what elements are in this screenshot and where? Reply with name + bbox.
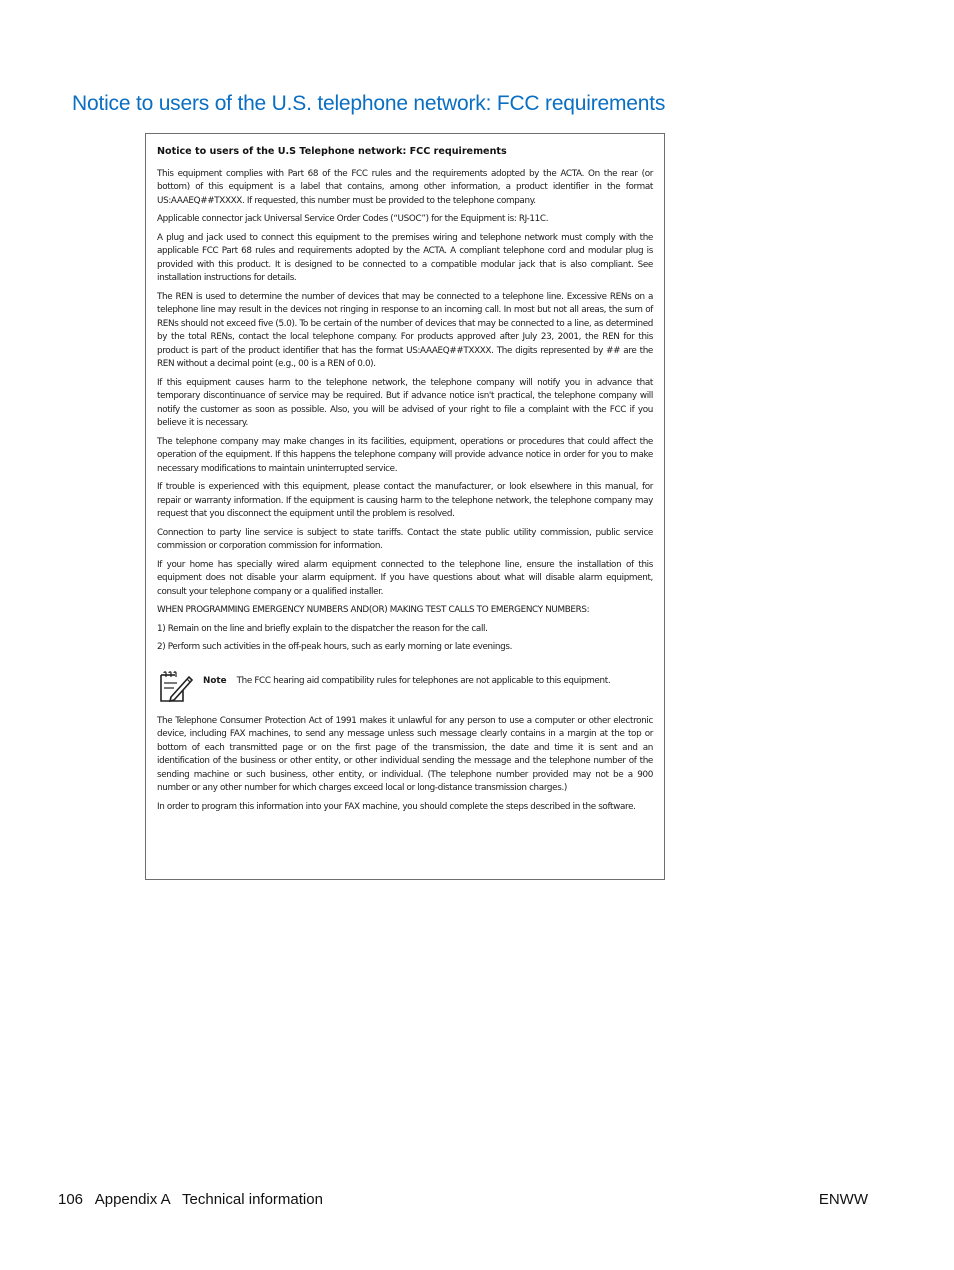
notice-paragraph: Connection to party line service is subject to state tariffs. Contact the state public utility commission, public service commission or corporation commission for information. bbox=[157, 527, 653, 551]
note-text-block bbox=[203, 671, 653, 689]
notice-paragraph: The REN is used to determine the number of devices that may be connected to a telephone line. Excessive RENs on a telephone line may result in the devices not ringing in response to an incoming call. In most but not all areas, the sum of RENs should not exceed five (5.0). To be certain of the number of devices that may be connected to a line, as determined by the total RENs, contact the local telephone company. For products approved after July 23, 2001, the REN for this product is part of the product identifier that has the format US:AAAEQ##TXXXX. The digits represented by ## are the REN without a decimal point (e.g., 00 is a REN of 0.0). bbox=[157, 291, 653, 369]
note-body: The FCC hearing aid compatibility rules for telephones are not applicable to this equipment. bbox=[236, 675, 611, 686]
note-callout bbox=[157, 671, 653, 705]
notice-paragraph: The Telephone Consumer Protection Act of 1991 makes it unlawful for any person to use a computer or other electronic device, including FAX machines, to send any message unless such message clearly contains in a margin at the top or bottom of each transmitted page or on the first page of the transmission, the date and time it is sent and an identification of the business or other entity, or other individual sending the message and the telephone number of the sending machine or such business, other entity, or individual. (The telephone number provided may not be a 900 number or any other number for which charges exceed local or long-distance transmission charges.) bbox=[157, 715, 653, 793]
emergency-step-1: 1) Remain on the line and briefly explain to the dispatcher the reason for the call. bbox=[157, 623, 488, 634]
notice-paragraph: In order to program this information into your FAX machine, you should complete the steps described in the software. bbox=[157, 801, 636, 812]
note-pencil-icon bbox=[157, 671, 195, 705]
page-number: 106 bbox=[58, 1191, 84, 1208]
note-label: Note bbox=[203, 675, 227, 686]
footer-locale-code: ENWW bbox=[818, 1191, 868, 1208]
notice-paragraph: The telephone company may make changes in its facilities, equipment, operations or procedures that could affect the operation of the equipment. If this happens the telephone company will provide advance notice in order for you to make necessary modifications to maintain uninterrupted service. bbox=[157, 436, 653, 474]
footer-section: Appendix A bbox=[94, 1191, 170, 1208]
notice-paragraph: Applicable connector jack Universal Service Order Codes (“USOC”) for the Equipment is: RJ-11C. bbox=[157, 214, 549, 224]
notice-paragraph: This equipment complies with Part 68 of the FCC rules and the requirements adopted by the ACTA. On the rear (or bottom) of this equipment is a label that contains, among other information, a product identifier in the format US:AAAEQ##TXXXX. If requested, this number must be provided to the telephone company. bbox=[157, 168, 653, 206]
page-footer bbox=[58, 1191, 868, 1208]
footer-left bbox=[58, 1191, 323, 1208]
emergency-numbers-heading: WHEN PROGRAMMING EMERGENCY NUMBERS AND(OR) MAKING TEST CALLS TO EMERGENCY NUMBERS: bbox=[157, 605, 590, 615]
notice-paragraph: If your home has specially wired alarm equipment connected to the telephone line, ensure the installation of this equipment does not disable your alarm equipment. If you have questions about what will disable alarm equipment, consult your telephone company or a qualified installer. bbox=[157, 559, 653, 597]
page-title: Notice to users of the U.S. telephone network: FCC requirements bbox=[72, 92, 666, 115]
fcc-notice-box bbox=[145, 133, 665, 880]
notice-paragraph: If trouble is experienced with this equipment, please contact the manufacturer, or look elsewhere in this manual, for repair or warranty information. If the equipment is causing harm to the telephone network, the telephone company may request that you disconnect the equipment until the problem is resolved. bbox=[157, 482, 653, 519]
emergency-step-2: 2) Perform such activities in the off-peak hours, such as early morning or late evenings. bbox=[157, 642, 513, 652]
notice-paragraph: A plug and jack used to connect this equipment to the premises wiring and telephone network must comply with the applicable FCC Part 68 rules and requirements adopted by the ACTA. A compliant telephone cord and modular plug is provided with this product. It is designed to be connected to a compatible modular jack that is also compliant. See installation instructions for details. bbox=[157, 232, 653, 283]
notice-heading: Notice to users of the U.S Telephone network: FCC requirements bbox=[157, 146, 507, 157]
notice-paragraph: If this equipment causes harm to the telephone network, the telephone company will notify you in advance that temporary discontinuance of service may be required. But if advance notice isn't practical, the telephone company will notify the customer as soon as possible. Also, you will be advised of your right to file a complaint with the FCC if you believe it is necessary. bbox=[157, 377, 653, 428]
footer-chapter: Technical information bbox=[182, 1191, 323, 1208]
